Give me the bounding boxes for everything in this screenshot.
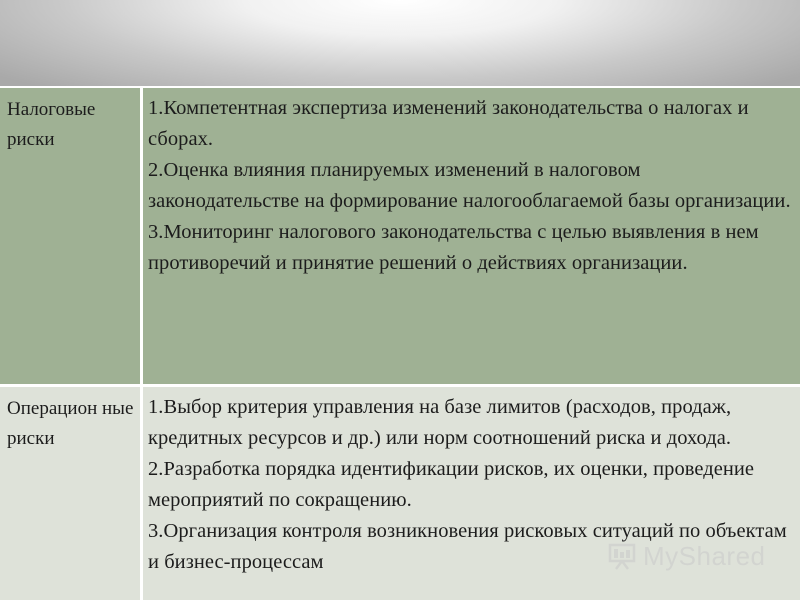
category-cell: [0, 88, 140, 384]
measure-item: 1.Выбор критерия управления на базе лимитов (расходов, продаж, кредитных ресурсов и др.) или норм соотношений риска и дохода.: [148, 396, 732, 449]
measure-item: 2.Разработка порядка идентификации рисков, их оценки, проведение мероприятий по сокращению.: [148, 458, 755, 511]
measure-item: 2.Оценка влияния планируемых изменений в налоговом законодательстве на формирование налогооблагаемой базы организации.: [148, 159, 791, 212]
measure-item: 1.Компетентная экспертиза изменений законодательства о налогах и сборах.: [148, 97, 749, 150]
table-row-operational-risks: [0, 384, 800, 600]
measure-item: 3.Мониторинг налогового законодательства с целью выявления в нем противоречий и принятие решений о действиях организации.: [148, 221, 759, 274]
category-cell: [0, 387, 140, 600]
measures-cell: [143, 387, 800, 600]
table-row-tax-risks: [0, 86, 800, 384]
risk-table: [0, 86, 800, 600]
category-label: Операцион ные риски: [7, 398, 134, 449]
measures-cell: [143, 88, 800, 384]
category-label: Налоговые риски: [7, 99, 96, 150]
measure-item: 3.Организация контроля возникновения рисковых ситуаций по объектам и бизнес-процессам: [148, 520, 787, 573]
watermark-text: MyShared: [643, 540, 766, 571]
